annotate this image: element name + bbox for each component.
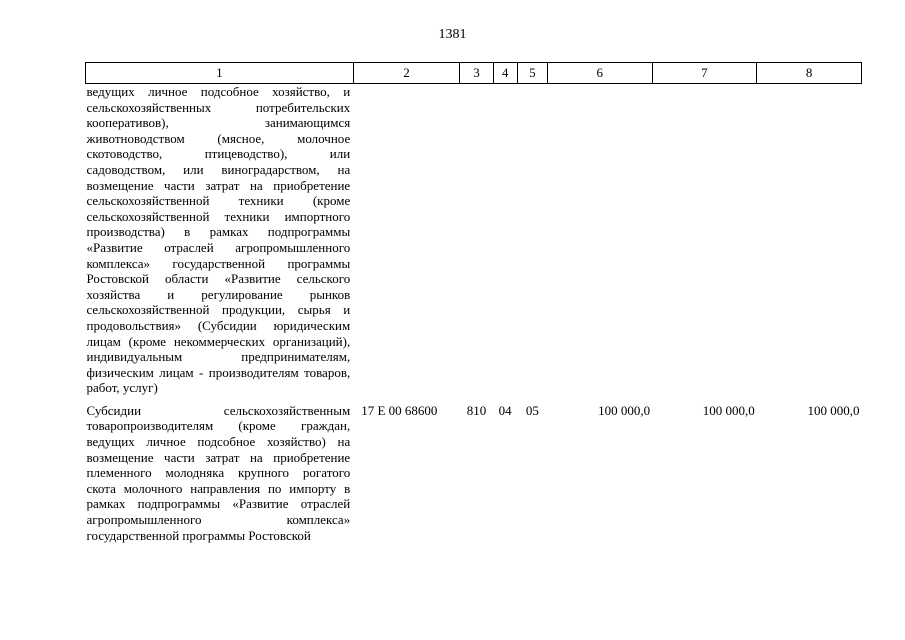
row-code: 17 Е 00 68600 [361, 402, 438, 418]
column-header-4: 4 [493, 63, 517, 84]
row-col-4 [493, 84, 517, 396]
row-code [353, 84, 460, 396]
row-col-5 [517, 84, 547, 396]
column-header-1: 1 [86, 63, 354, 84]
column-header-2: 2 [353, 63, 460, 84]
row-col-5: 05 [525, 402, 539, 418]
row-col-6 [547, 84, 652, 396]
column-header-8: 8 [757, 63, 862, 84]
row-col-8 [757, 84, 862, 396]
column-header-6: 6 [547, 63, 652, 84]
row-description: ведущих личное подсобное хозяйство, и сельскохозяйственных потребительских кооперативов), занимающимся животноводством (мясное, молочное скотоводство, птицеводство), или садоводством, или виноградарством, на возмещение части затрат на приобретение сельскохозяйственной техники (кроме сельскохозяйственной техники импортного производства) в рамках подпрограммы «Развитие отраслей агропромышленного комплекса» государственной программы Ростовской области «Развитие сельского хозяйства и регулирование рынков сельскохозяйственной продукции, сырья и продовольствия» (Субсидии юридическим лицам (кроме некоммерческих организаций), индивидуальным предпринимателям, физическим лицам - производителям товаров, работ, услуг) [86, 84, 351, 396]
table-row [86, 84, 862, 396]
table-row [86, 396, 862, 543]
page-number: 1381 [438, 27, 467, 42]
column-header-5: 5 [517, 63, 547, 84]
row-col-3: 810 [466, 402, 487, 418]
row-col-6: 100 000,0 [598, 402, 651, 418]
row-col-3 [460, 84, 493, 396]
column-header-7: 7 [652, 63, 757, 84]
row-col-7: 100 000,0 [702, 402, 755, 418]
row-col-7 [652, 84, 757, 396]
row-col-4: 04 [498, 402, 512, 418]
header-row [86, 63, 862, 84]
row-col-8: 100 000,0 [807, 402, 860, 418]
row-description: Субсидии сельскохозяйственным товаропроизводителям (кроме граждан, ведущих личное подсобное хозяйство) на возмещение части затрат на приобретение племенного молодняка крупного рогатого скота молочного направления по импорту в рамках подпрограммы «Развитие отраслей агропромышленного комплекса» государственной программы Ростовской [86, 402, 351, 543]
column-header-3: 3 [460, 63, 493, 84]
budget-table [85, 62, 862, 543]
